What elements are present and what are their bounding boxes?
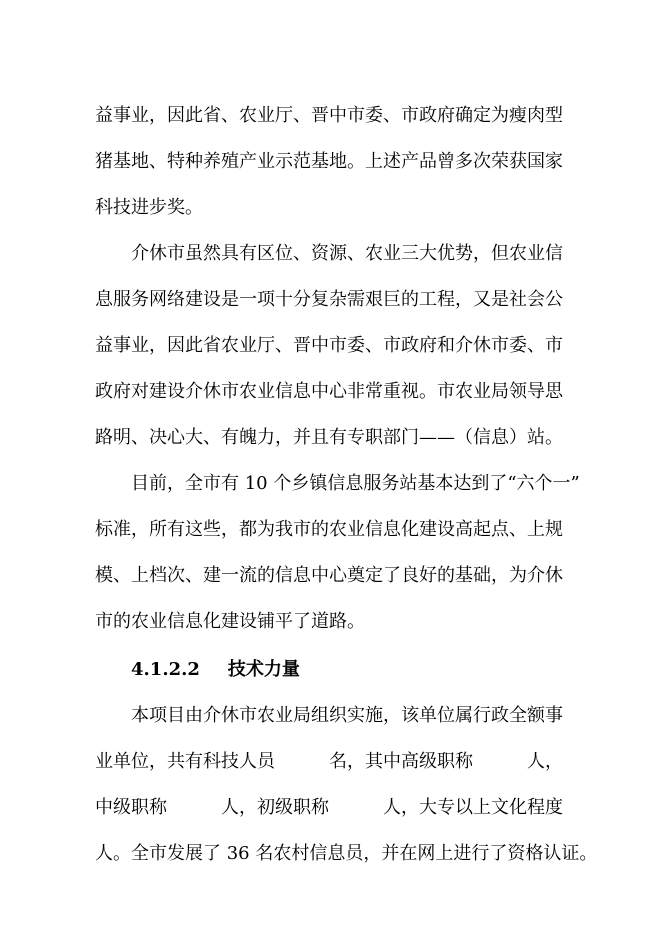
paragraph-2-line-5: 路明、决心大、有魄力，并且有专职部门——（信息）站。 — [95, 427, 563, 448]
paragraph-1-line-3: 科技进步奖。 — [95, 197, 203, 218]
paragraph-4-line-4: 人。全市发展了 36 名农村信息员，并在网上进行了资格认证。 — [95, 843, 598, 864]
paragraph-3-line-3: 模、上档次、建一流的信息中心奠定了良好的基础，为介休 — [95, 565, 563, 586]
section-number: 4.1.2.2 — [131, 659, 200, 680]
paragraph-2-line-4: 政府对建设介休市农业信息中心非常重视。市农业局领导思 — [95, 381, 563, 402]
paragraph-2-line-3: 益事业，因此省农业厅、晋中市委、市政府和介休市委、市 — [95, 335, 563, 356]
section-heading — [131, 658, 300, 682]
paragraph-3-line-2: 标准，所有这些，都为我市的农业信息化建设高起点、上规 — [95, 519, 563, 540]
paragraph-4-line-3: 中级职称 人，初级职称 人，大专以上文化程度 — [95, 797, 563, 818]
paragraph-3-line-4: 市的农业信息化建设铺平了道路。 — [95, 611, 365, 632]
paragraph-1-line-2: 猪基地、特种养殖产业示范基地。上述产品曾多次荣获国家 — [95, 151, 563, 172]
paragraph-2-line-2: 息服务网络建设是一项十分复杂需艰巨的工程，又是社会公 — [95, 289, 563, 310]
paragraph-4-line-2: 业单位，共有科技人员 名，其中高级职称 人， — [95, 751, 563, 772]
paragraph-1-line-1: 益事业，因此省、农业厅、晋中市委、市政府确定为瘦肉型 — [95, 105, 563, 126]
section-title: 技术力量 — [227, 659, 300, 680]
paragraph-2-line-1: 介休市虽然具有区位、资源、农业三大优势，但农业信 — [131, 243, 563, 264]
paragraph-4-line-1: 本项目由介休市农业局组织实施，该单位属行政全额事 — [131, 705, 563, 726]
paragraph-3-line-1: 目前，全市有 10 个乡镇信息服务站基本达到了“六个一” — [131, 473, 580, 494]
